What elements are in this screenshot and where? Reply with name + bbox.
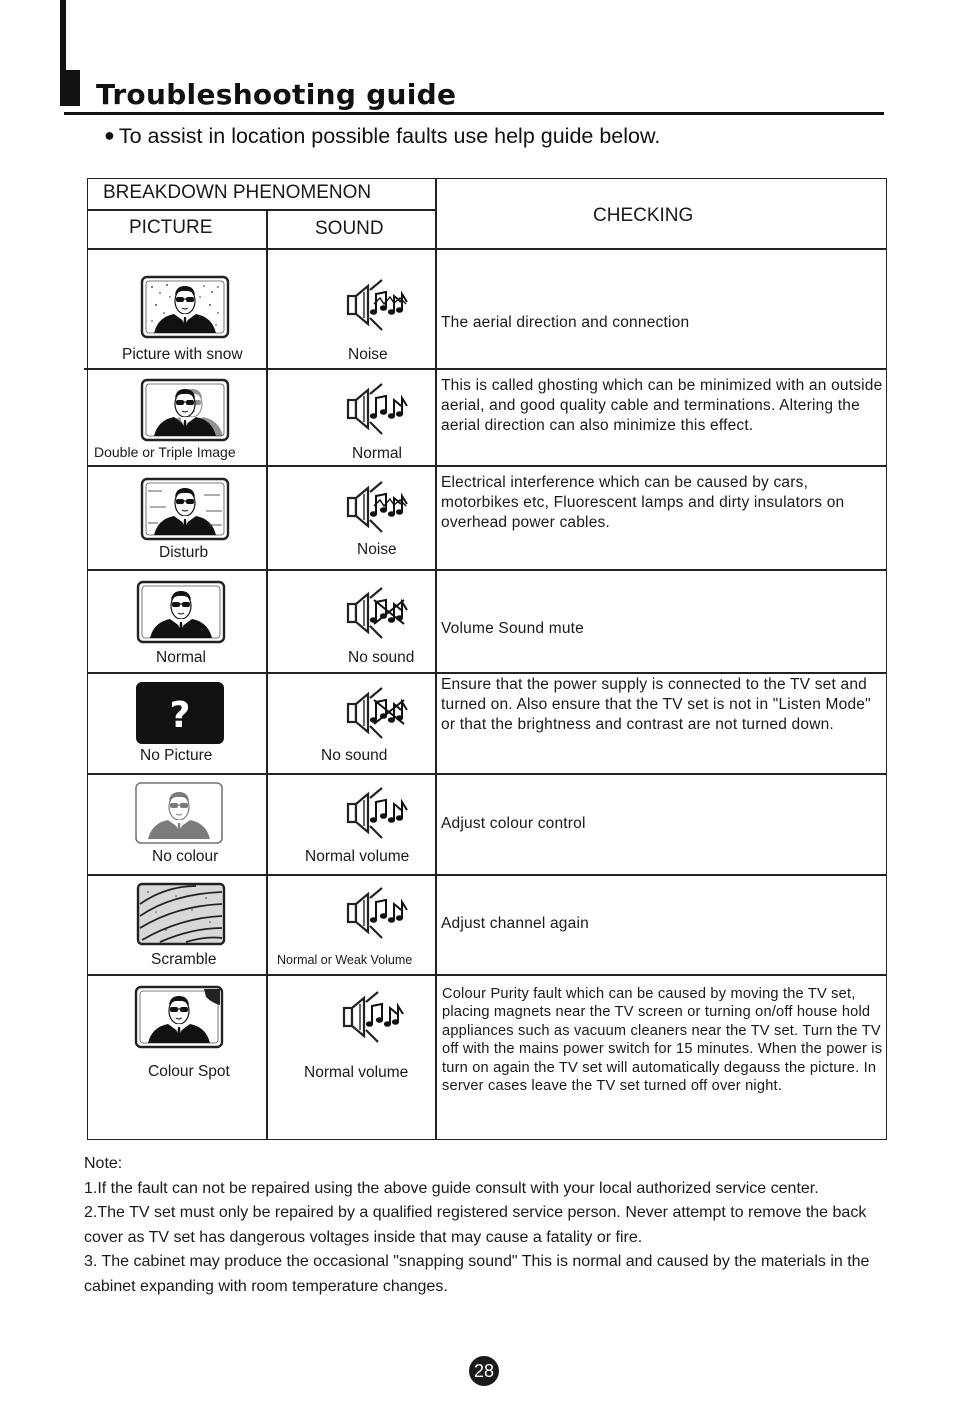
no-colour-tv-icon [134, 781, 224, 845]
checking-text: This is called ghosting which can be minimized with an outside aerial, and good quality cable and terminations. Altering the aerial direction can also minimize this effect. [441, 377, 883, 434]
intro-text [104, 124, 660, 149]
ghost-tv-icon [140, 378, 230, 442]
row-divider [87, 569, 887, 571]
note-item: 1.If the fault can not be repaired using the above guide consult with your local authorized service center. [84, 1179, 819, 1197]
sound-label: No sound [321, 747, 388, 764]
no-picture-icon [135, 681, 225, 745]
page-title: Troubleshooting guide [96, 78, 457, 111]
page-edge-block [60, 70, 80, 106]
header-picture: PICTURE [129, 217, 213, 238]
colour-spot-tv-icon [134, 985, 224, 1049]
normal-tv-icon [136, 580, 226, 644]
checking-text: Ensure that the power supply is connected to the TV set and turned on. Also ensure that the TV set is not in "Listen Mode" or that the brightness and contrast are not turned down. [441, 676, 871, 733]
picture-label: Colour Spot [148, 1063, 230, 1080]
checking-column-divider [435, 178, 437, 1140]
note-item: 3. The cabinet may produce the occasional "snapping sound" This is normal and caused by the materials in the cabinet expanding with room temperature changes. [84, 1253, 870, 1295]
header-sound: SOUND [315, 218, 384, 239]
speaker-normal-icon [340, 980, 404, 1052]
row-divider [87, 672, 887, 674]
bullet-icon: ● [104, 125, 115, 145]
speaker-mute-icon [344, 576, 408, 648]
row-divider [87, 874, 887, 876]
picture-label: Disturb [159, 544, 209, 561]
sound-label: Noise [357, 541, 397, 558]
title-underline [64, 112, 884, 115]
row-divider [87, 773, 887, 775]
speaker-noise-icon [344, 470, 408, 542]
header-bottom-rule [87, 248, 887, 250]
checking-text: Adjust channel again [441, 915, 589, 932]
row-divider [87, 465, 887, 467]
row-divider [84, 368, 887, 370]
disturb-tv-icon [140, 477, 230, 541]
checking-text: Colour Purity fault which can be caused by moving the TV set, placing magnets near the TV screen or turning on/off house hold appliances such as vacuum cleaners near the TV set. Turn the TV off with the mains power switch for 15 minutes. When the power is turn on again the TV set will automatically degauss the picture. In server cases leave the TV set turned off over night. [442, 986, 883, 1095]
speaker-noise-icon [344, 268, 408, 340]
speaker-normal-icon [344, 776, 408, 848]
svg-text:?: ? [169, 695, 191, 736]
checking-text: The aerial direction and connection [441, 314, 690, 331]
note-item: 2.The TV set must only be repaired by a qualified registered service person. Never attempt to remove the back cover as TV set has dangerous voltages inside that may cause a fatality or fire. [84, 1204, 867, 1246]
checking-text: Electrical interference which can be caused by cars, motorbikes etc, Fluorescent lamps and dirty insulators on overhead power cables. [441, 474, 845, 531]
header-divider [87, 209, 435, 211]
sound-label: Normal volume [304, 1064, 409, 1081]
sound-label: Noise [348, 346, 388, 363]
notes-section [84, 1152, 874, 1300]
scramble-tv-icon [136, 882, 226, 946]
sound-label: No sound [348, 649, 415, 666]
picture-label: Normal [156, 649, 206, 666]
picture-label: Scramble [151, 951, 217, 968]
speaker-normal-icon [344, 876, 408, 948]
picture-label: No Picture [140, 747, 213, 764]
checking-text: Volume Sound mute [441, 620, 584, 637]
intro-sentence: To assist in location possible faults use help guide below. [118, 124, 661, 148]
picture-label: Double or Triple Image [94, 444, 236, 460]
speaker-normal-icon [344, 372, 408, 444]
sound-label: Normal volume [305, 848, 410, 865]
header-checking: CHECKING [593, 205, 694, 226]
notes-heading: Note: [84, 1155, 123, 1172]
checking-text: Adjust colour control [441, 815, 586, 832]
sound-column-divider [266, 209, 268, 1140]
sound-label: Normal [352, 445, 402, 462]
speaker-mute-icon [344, 676, 408, 748]
picture-label: Picture with snow [122, 346, 243, 363]
page-number-badge: 28 [469, 1356, 499, 1386]
picture-label: No colour [152, 848, 219, 865]
row-divider [87, 974, 887, 976]
header-breakdown: BREAKDOWN PHENOMENON [103, 182, 372, 203]
snow-tv-icon [140, 275, 230, 339]
sound-label: Normal or Weak Volume [277, 953, 413, 967]
